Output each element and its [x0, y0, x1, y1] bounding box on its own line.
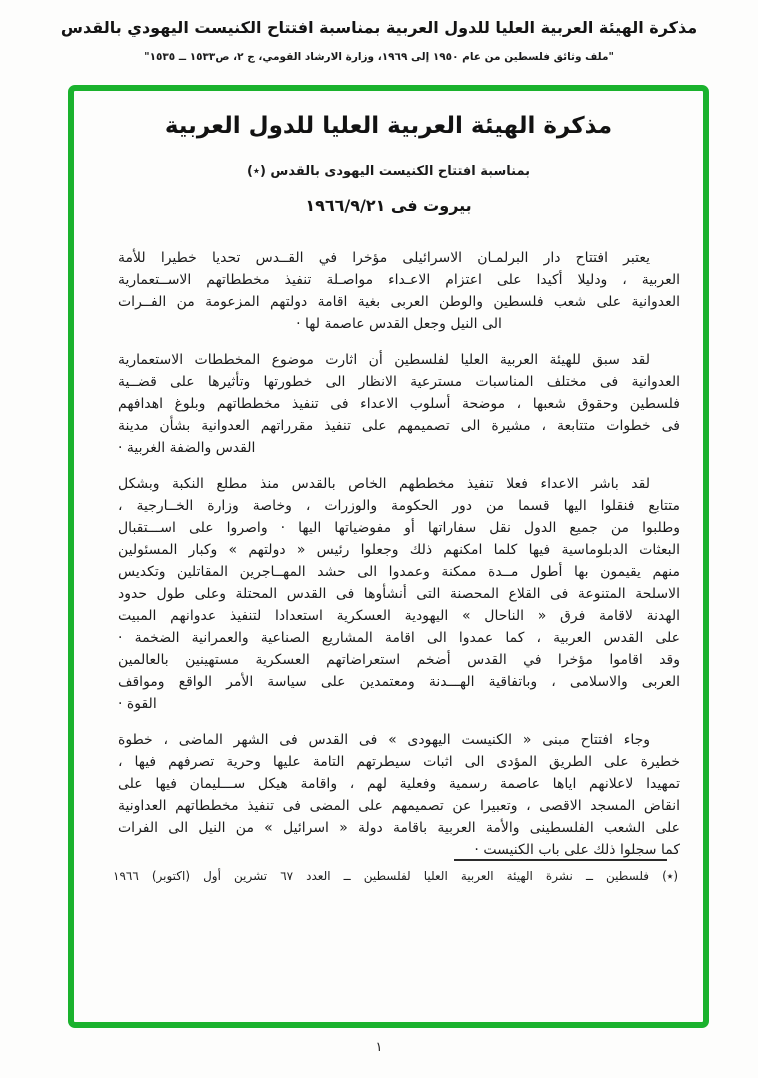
text-line: لقد سبق للهيئة العربية العليا لفلسطين أن اثارت موضوع المخططات الاستعمارية: [118, 352, 650, 368]
text-line: العربية ، ودليلا أكيدا على اعتزام الاعـداء مواصـلة تنفيذ مخططاتهم الاســتعمارية: [118, 272, 680, 288]
text-line: فلسطين وحقوق شعبها ، موضحة أسلوب الاعداء فى تنفيذ مخططاتهم وبلوغ اهدافهم: [118, 396, 680, 412]
text-line: كما سجلوا ذلك على باب الكنيست ·: [474, 842, 680, 858]
paragraph-1: [118, 247, 680, 335]
text-line: العدوانية فى مختلف المناسبات مسترعية الانظار الى خطورتها وتأثيرها على قضــية: [118, 374, 680, 390]
text-line: منهم يقيمون بها أطول مــدة ممكنة وعمدوا الى حشد المهــاجرين المقاتلين وتكديس: [118, 564, 680, 580]
text-line: على الشعب الفلسطينى والأمة العربية باقامة دولة « اسرائيل » من النيل الى الفرات: [118, 820, 680, 836]
green-document-frame: [68, 85, 709, 1028]
text-line: الى النيل وجعل القدس عاصمة لها ·: [296, 316, 502, 332]
paragraph-3: [118, 473, 680, 715]
text-line: وطلبوا من جميع الدول نقل سفاراتها أو مفوضياتها اليها · واصروا على اســـتقبال: [118, 520, 680, 536]
header-source-citation: "ملف وثائق فلسطين من عام ١٩٥٠ إلى ١٩٦٩، وزارة الارشاد القومي، ج ٢، ص١٥٣٣ ــ ١٥٣٥": [144, 51, 614, 63]
text-line: متتابع فنقلوا اليها قسما من دور الحكومة والوزرات ، وخاصة وزارة الخــارجية ،: [118, 498, 680, 514]
text-line: القوة ·: [118, 696, 157, 712]
page-number: ١: [375, 1040, 383, 1055]
text-line: فى خطوات متتابعة ، مشيرة الى تصميمهم على تنفيذ مقرراتهم العدوانية بشأن مدينة: [118, 418, 680, 434]
document-dateline: بيروت فى ١٩٦٦/٩/٢١: [305, 196, 472, 215]
paragraph-4: [118, 729, 680, 861]
text-line: انقاض المسجد الاقصى ، وتعبيرا عن تصميمهم على المضى فى تنفيذ مخططاتهم العداونية: [118, 798, 680, 814]
text-line: خطيرة على الطريق المؤدى الى اثبات سيطرتهم التامة عليها وحرية تصرفهم فيها ،: [118, 754, 680, 770]
text-line: العدوانية على شعب فلسطين والوطن العربى بغية اقامة دولتهم المزعومة من الفــرات: [118, 294, 680, 310]
text-line: القدس والضفة الغربية ·: [118, 440, 256, 456]
header-title: مذكرة الهيئة العربية العليا للدول العربية بمناسبة افتتاح الكنيست اليهودي بالقدس: [60, 18, 698, 37]
text-line: العربى والاسلامى ، وباتفاقية الهـــدنة ومعتمدين على سياسة الأمر الواقع ومواقف: [118, 674, 680, 690]
paragraph-2: [118, 349, 680, 459]
text-line: يعتبر افتتاح دار البرلمـان الاسرائيلى مؤخرا في القــدس تحديا خطيرا للأمة: [118, 250, 650, 266]
text-line: لقد باشر الاعداء فعلا تنفيذ مخططهم الخاص بالقدس منذ مطلع النكبة وبشكل: [118, 476, 650, 492]
text-line: على القدس العربية ، كما عمدوا الى اقامة المشاريع الصناعية والعمرانية الضخمة ·: [118, 630, 680, 646]
text-line: الاسلحة المتنوعة فى القلاع المحصنة التى أنشأوها فى القدس المحتلة وعلى طول حدود: [118, 586, 680, 602]
footnote: (٭) فلسطين ــ نشرة الهيئة العربية العليا لفلسطين ــ العدد ٦٧ تشرين أول (اكتوبر) ١٩٦٦: [113, 869, 679, 883]
text-line: تمهيدا لاعلانهم اياها عاصمة رسمية وفعلية لهم ، واقامة هيكل ســـليمان فيها على: [118, 776, 680, 792]
document-body-text: [118, 247, 680, 875]
text-line: وقد اقاموا مؤخرا في القدس أضخم استعراضاتهم العسكرية مستهينين بالعالمين: [118, 652, 680, 668]
document-title: مذكرة الهيئة العربية العليا للدول العربية: [164, 113, 613, 139]
footnote-divider-rule: [454, 859, 667, 861]
text-line: البعثات الدبلوماسية فيها كلما امكنهم ذلك وجعلوا رئيس « دولتهم » وكبار المسئولين: [118, 542, 680, 558]
text-line: وجاء افتتاح مبنى « الكنيست اليهودى » فى القدس فى الشهر الماضى ، خطوة: [118, 732, 650, 748]
document-subtitle: بمناسبة افتتاح الكنيست اليهودى بالقدس (٭): [246, 164, 531, 179]
text-line: الهدنة لاقامة فرق « الناحال » اليهودية العسكرية استعدادا لتنفيذ عدوانهم المبيت: [118, 608, 680, 624]
